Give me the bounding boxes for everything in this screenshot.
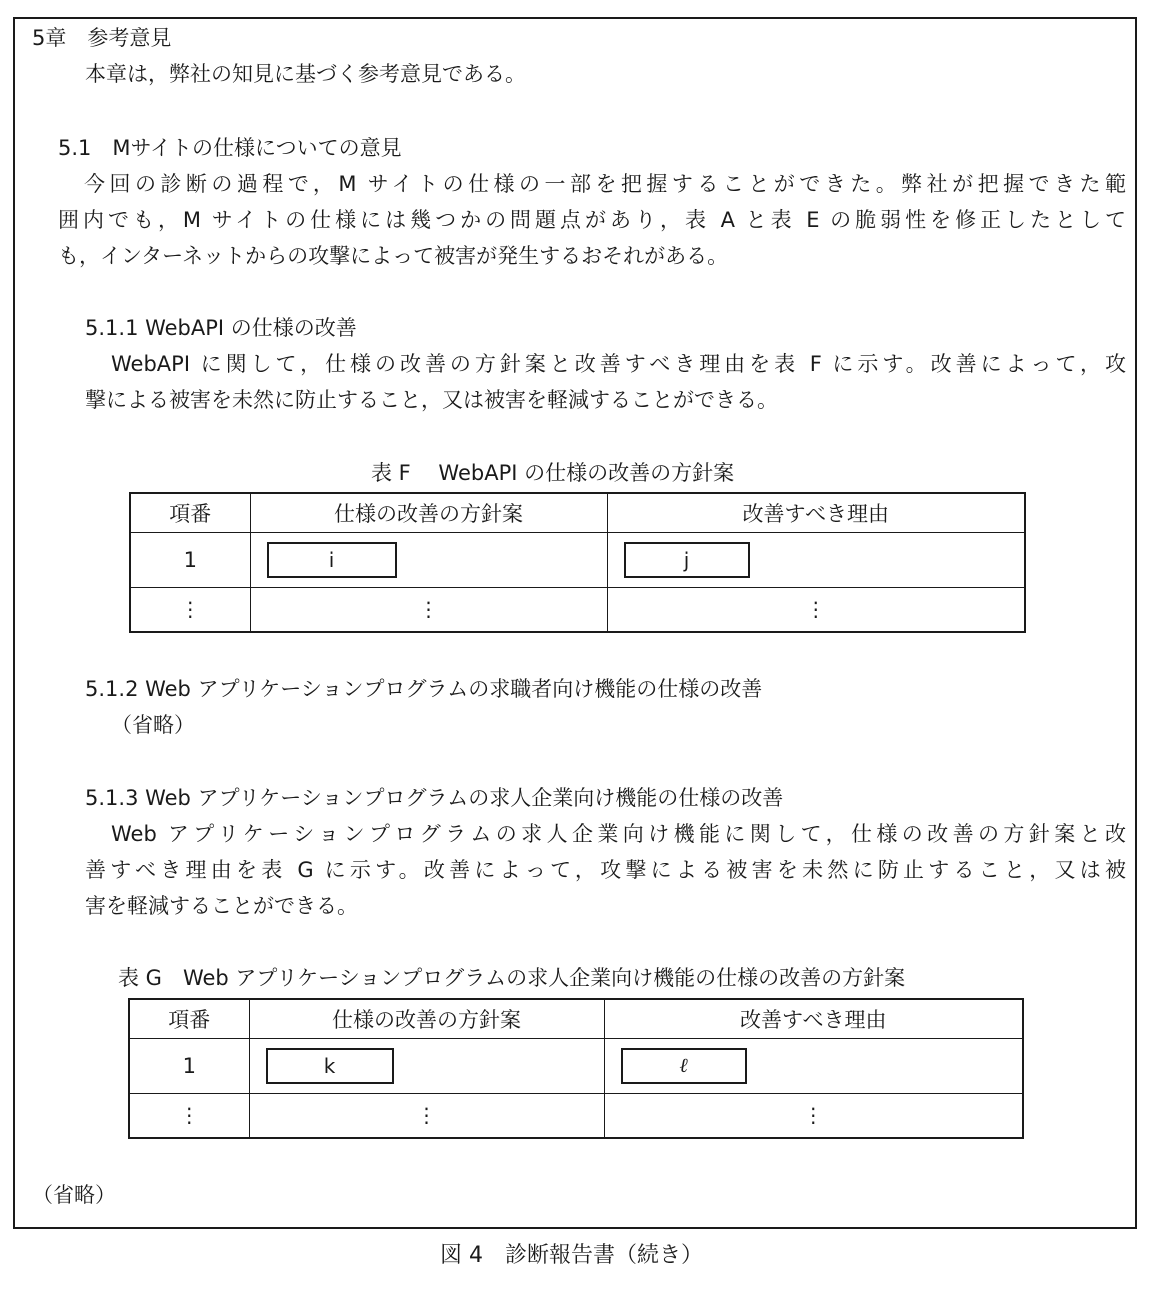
continuation-dots: ⋮	[249, 1093, 604, 1138]
policy-cell	[249, 1038, 604, 1093]
section-5-1-2-body: （省略）	[111, 713, 195, 737]
section-5-1-body	[58, 166, 1126, 274]
col-header-reason: 改善すべき理由	[607, 493, 1025, 532]
section-5-1-2-heading: 5.1.2 Web アプリケーションプログラムの求職者向け機能の仕様の改善	[85, 677, 763, 701]
figure-caption: 図 4 診断報告書（続き）	[440, 1243, 703, 1268]
chapter-intro: 本章は，弊社の知見に基づく参考意見である。	[85, 62, 526, 86]
continuation-dots: ⋮	[604, 1093, 1023, 1138]
answer-blank-l	[621, 1048, 747, 1084]
section-5-1-1-body	[85, 346, 1126, 418]
chapter-heading: 5章 参考意見	[32, 26, 172, 50]
row-number: 1	[130, 532, 250, 587]
col-header-no: 項番	[130, 493, 250, 532]
col-header-policy: 仕様の改善の方針案	[250, 493, 607, 532]
reason-cell	[607, 532, 1025, 587]
blank-label: k	[323, 1053, 336, 1078]
row-number: 1	[129, 1038, 249, 1093]
body-line: 善すべき理由を表 G に示す。改善によって，攻撃による被害を未然に防止すること，又は被	[85, 858, 1126, 882]
table-f-caption: 表 F WebAPI の仕様の改善の方針案	[371, 461, 735, 485]
policy-cell	[250, 532, 607, 587]
body-line: 害を軽減することができる。	[85, 894, 358, 918]
table-g-caption: 表 G Web アプリケーションプログラムの求人企業向け機能の仕様の改善の方針案	[118, 966, 906, 990]
continuation-dots: ⋮	[250, 587, 607, 632]
body-line: 撃による被害を未然に防止すること，又は被害を軽減することができる。	[85, 388, 778, 412]
body-line: WebAPI に関して，仕様の改善の方針案と改善すべき理由を表 F に示す。改善によって，攻	[111, 352, 1126, 376]
answer-blank-k	[266, 1048, 394, 1084]
body-line: Web アプリケーションプログラムの求人企業向け機能に関して，仕様の改善の方針案と改	[111, 822, 1126, 846]
table-f	[129, 492, 1026, 633]
table-g	[128, 998, 1024, 1139]
col-header-reason: 改善すべき理由	[604, 999, 1023, 1038]
continuation-dots: ⋮	[129, 1093, 249, 1138]
blank-label: i	[328, 547, 335, 572]
section-5-1-1-heading: 5.1.1 WebAPI の仕様の改善	[85, 316, 357, 340]
reason-cell	[604, 1038, 1023, 1093]
blank-label: ℓ	[679, 1053, 688, 1077]
section-5-1-heading: 5.1 Mサイトの仕様についての意見	[58, 136, 402, 160]
omitted-note: （省略）	[32, 1183, 116, 1207]
body-line: も，インターネットからの攻撃によって被害が発生するおそれがある。	[58, 244, 729, 268]
blank-label: j	[683, 547, 690, 572]
section-5-1-3-heading: 5.1.3 Web アプリケーションプログラムの求人企業向け機能の仕様の改善	[85, 786, 784, 810]
col-header-no: 項番	[129, 999, 249, 1038]
answer-blank-i	[267, 542, 397, 578]
body-line: 今回の診断の過程で，M サイトの仕様の一部を把握することができた。弊社が把握できた範	[84, 172, 1126, 196]
continuation-dots: ⋮	[607, 587, 1025, 632]
col-header-policy: 仕様の改善の方針案	[249, 999, 604, 1038]
answer-blank-j	[624, 542, 750, 578]
continuation-dots: ⋮	[130, 587, 250, 632]
body-line: 囲内でも，M サイトの仕様には幾つかの問題点があり，表 A と表 E の脆弱性を修正したとして	[58, 208, 1126, 232]
section-5-1-3-body	[85, 816, 1126, 924]
